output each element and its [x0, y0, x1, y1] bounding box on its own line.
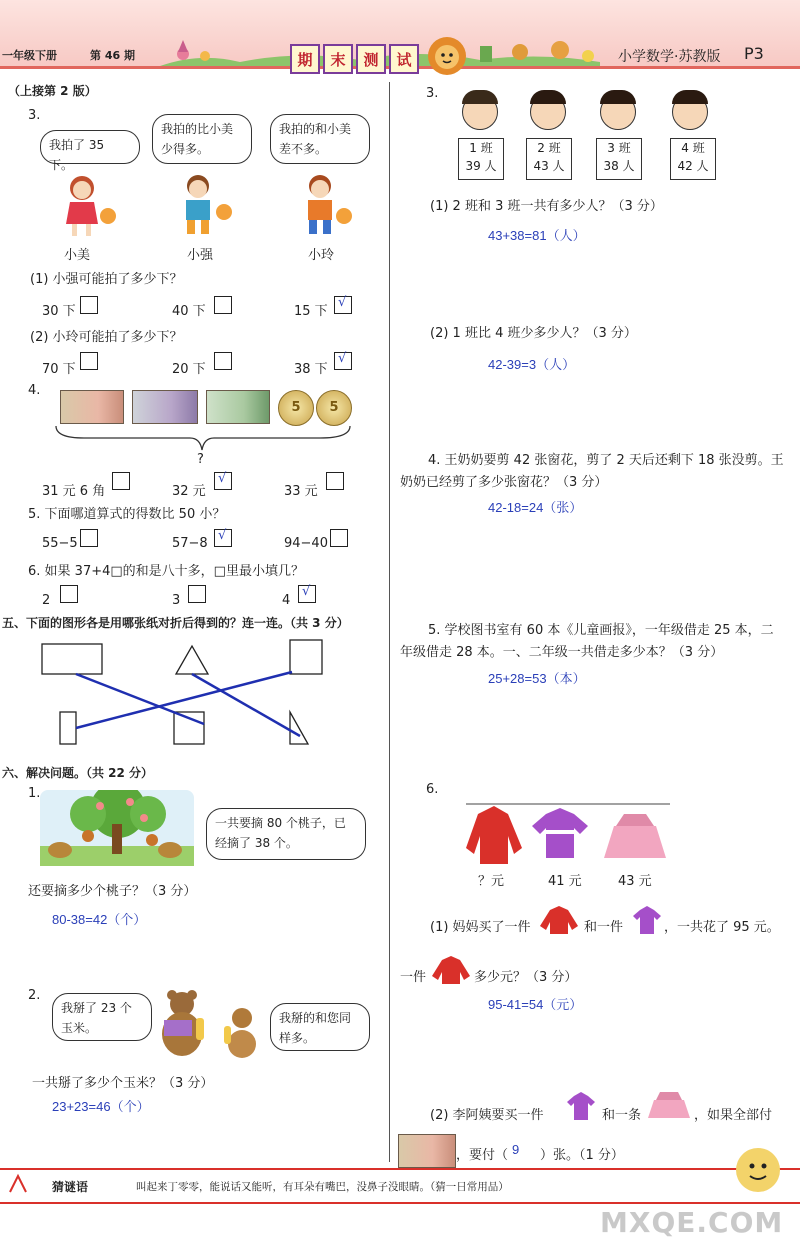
skirt-small-icon	[648, 1090, 690, 1120]
checkbox-3[interactable]	[188, 585, 206, 603]
q4-option-2: 32 元	[172, 484, 206, 499]
r-q6-sub1-c: ，一共花了 95 元。	[664, 920, 780, 935]
r-q6-sub2-answer: 9	[512, 1142, 520, 1157]
subject-label: 小学数学·苏教版	[618, 49, 721, 65]
footer-riddle: 叫起来丁零零，能说话又能听，有耳朵有嘴巴，没鼻子没眼睛。（猜一日常用品）	[136, 1181, 509, 1193]
p1-question: 还要摘多少个桃子？（3 分）	[28, 884, 197, 899]
class-count-3: 38 人	[603, 159, 635, 173]
coin-5-jiao-2: 5	[316, 390, 352, 426]
class-count-1: 39 人	[465, 159, 497, 173]
student-hair-3-icon	[600, 90, 636, 104]
checkbox-32[interactable]	[214, 472, 232, 490]
sweater-small-icon	[538, 904, 580, 934]
q6-option-3: 4	[282, 593, 291, 608]
checkbox-70[interactable]	[80, 352, 98, 370]
p2-question: 一共掰了多少个玉米？（3 分）	[32, 1076, 214, 1091]
question-mark: ?	[197, 452, 204, 467]
header-banner	[0, 0, 800, 90]
p2-answer: 23+23=46（个）	[52, 1099, 150, 1114]
title-char-2: 末	[323, 44, 353, 74]
girl-figure	[66, 176, 116, 236]
r-q3-ans2: 42-39=3（人）	[488, 357, 576, 372]
name-xiaomei: 小美	[64, 248, 91, 263]
boy-figure-2	[308, 175, 352, 234]
boy-figure-1	[186, 175, 232, 234]
q4-option-3: 33 元	[284, 484, 318, 499]
class-sign-2	[526, 138, 572, 180]
check-mark-icon: √	[218, 528, 227, 543]
checkbox-55-5[interactable]	[80, 529, 98, 547]
page-number: P3	[744, 44, 764, 63]
shape-right-triangle-bottom	[290, 712, 308, 744]
continued-note: （上接第 2 版）	[8, 84, 97, 98]
student-hair-2-icon	[530, 90, 566, 104]
checkbox-20[interactable]	[214, 352, 232, 370]
checkbox-57-8[interactable]	[214, 529, 232, 547]
name-xiaoling: 小玲	[308, 248, 335, 263]
tshirt-icon	[532, 808, 588, 858]
r-q3-number: 3.	[426, 86, 439, 101]
title-char-1: 期	[290, 44, 320, 74]
banknote-20-yuan	[132, 390, 198, 424]
shape-rect-bottom	[60, 712, 76, 744]
class-count-4: 42 人	[677, 159, 709, 173]
checkbox-33[interactable]	[326, 472, 344, 490]
q3-sub1-option-1: 30 下	[42, 304, 76, 319]
shape-triangle-top	[176, 646, 208, 674]
title-char-3: 测	[356, 44, 386, 74]
student-hair-1-icon	[462, 90, 498, 104]
q3-sub2-option-1: 70 下	[42, 362, 76, 377]
q4-number: 4.	[28, 383, 41, 398]
q3-number: 3.	[28, 108, 41, 123]
checkbox-94-40[interactable]	[330, 529, 348, 547]
price-tshirt: 41 元	[548, 874, 582, 889]
clothes-rack-illustration	[456, 796, 672, 868]
speech-bubble-bear-1: 我掰了 23 个玉米。	[52, 993, 152, 1041]
r-q3-sub2: (2) 1 班比 4 班少多少人？（3 分）	[430, 326, 637, 341]
q6-option-2: 3	[172, 593, 181, 608]
speech-bubble-peaches: 一共要摘 80 个桃子，已经摘了 38 个。	[206, 808, 366, 860]
q3-sub1-option-2: 40 下	[172, 304, 206, 319]
section-6-heading: 六、解决问题。（共 22 分）	[2, 766, 154, 780]
peach-tree-illustration	[40, 790, 194, 866]
r-q6-sub2-b: 和一条	[602, 1108, 642, 1123]
class-name-3: 3 班	[607, 141, 631, 155]
checkbox-15[interactable]	[334, 296, 352, 314]
checkbox-40[interactable]	[214, 296, 232, 314]
banknote-10-yuan-small	[398, 1134, 456, 1168]
price-skirt: 43 元	[618, 874, 652, 889]
sweater-icon	[466, 806, 522, 864]
r-q5-text: 5. 学校图书室有 60 本《儿童画报》，一年级借走 25 本，二年级借走 28 本。一、二年级一共借走多少本？（3 分）	[400, 623, 774, 660]
checkbox-31-6[interactable]	[112, 472, 130, 490]
q3-sub1-text: (1) 小强可能拍了多少下？	[30, 272, 183, 287]
class-name-4: 4 班	[681, 141, 705, 155]
issue-label: 第 46 期	[90, 49, 135, 62]
r-q6-sub1-a: (1) 妈妈买了一件	[430, 920, 531, 935]
p1-number: 1.	[28, 786, 41, 801]
q3-sub2-option-2: 20 下	[172, 362, 206, 377]
tshirt-small-icon	[632, 904, 662, 934]
mascot-corner-icon	[728, 1140, 788, 1200]
footer-label: 猜谜语	[52, 1180, 89, 1194]
q5-option-3: 94−40	[284, 536, 328, 551]
class-sign-4	[670, 138, 716, 180]
check-mark-icon: √	[338, 295, 347, 310]
speech-bubble-xiaoling: 我拍的和小美差不多。	[270, 114, 370, 164]
q3-sub2-option-3: 38 下	[294, 362, 328, 377]
checkbox-4[interactable]	[298, 585, 316, 603]
q6-option-1: 2	[42, 593, 51, 608]
class-name-1: 1 班	[469, 141, 493, 155]
shape-rectangle-top	[42, 644, 102, 674]
student-hair-4-icon	[672, 90, 708, 104]
grade-label: 一年级下册	[2, 49, 57, 62]
checkbox-2[interactable]	[60, 585, 78, 603]
r-q6-sub1-e: 多少元？（3 分）	[474, 970, 578, 985]
q3-sub1-option-3: 15 下	[294, 304, 328, 319]
checkbox-30[interactable]	[80, 296, 98, 314]
q6-text: 6. 如果 37+4□的和是八十多，□里最小填几？	[28, 564, 304, 579]
r-q3-sub1: (1) 2 班和 3 班一共有多少人？（3 分）	[430, 199, 663, 214]
name-xiaoqiang: 小强	[187, 248, 214, 263]
coin-5-jiao-1: 5	[278, 390, 314, 426]
sweater-small-icon-2	[430, 954, 472, 984]
q5-option-2: 57−8	[172, 536, 208, 551]
p2-number: 2.	[28, 988, 41, 1003]
r-q3-ans1: 43+38=81（人）	[488, 228, 586, 243]
lion-mascot-icon	[424, 34, 470, 78]
r-q4-answer: 42-18=24（张）	[488, 500, 583, 515]
class-sign-3	[596, 138, 642, 180]
bears-with-corn-illustration	[150, 990, 268, 1060]
price-sweater: ？元	[478, 874, 505, 889]
speech-bubble-bear-2: 我掰的和您同样多。	[270, 1003, 370, 1051]
r-q6-sub2-a: (2) 李阿姨要买一件	[430, 1108, 544, 1123]
speech-bubble-xiaomei: 我拍了 35 下。	[40, 130, 140, 164]
speech-bubble-xiaoqiang: 我拍的比小美少得多。	[152, 114, 252, 164]
checkbox-38[interactable]	[334, 352, 352, 370]
watermark-text: MXQE.COM	[600, 1206, 784, 1239]
class-name-2: 2 班	[537, 141, 561, 155]
column-divider	[389, 82, 390, 1162]
r-q4-text: 4. 王奶奶要剪 42 张窗花，剪了 2 天后还剩下 18 张没剪。王奶奶已经剪了多少张窗花？（3 分）	[400, 453, 784, 490]
footer-ornament-icon	[6, 1172, 30, 1196]
r-q6-sub2-c: ，如果全部付	[694, 1108, 773, 1123]
q5-option-1: 55−5	[42, 536, 78, 551]
check-mark-icon: √	[302, 584, 311, 599]
q5-text: 5. 下面哪道算式的得数比 50 小？	[28, 507, 226, 522]
r-q6-number: 6.	[426, 782, 439, 797]
check-mark-icon: √	[338, 351, 347, 366]
r-q6-sub2-e: ）张。（1 分）	[540, 1148, 624, 1163]
match-line-3	[76, 672, 292, 728]
tshirt-small-icon-2	[566, 1090, 596, 1120]
p1-answer: 80-38=42（个）	[52, 912, 147, 927]
skirt-icon	[604, 814, 666, 858]
r-q6-ans1: 95-41=54（元）	[488, 997, 583, 1012]
folding-match-diagram	[30, 636, 340, 752]
banknote-50-yuan	[206, 390, 270, 424]
r-q6-sub1-d: 一件	[400, 970, 427, 985]
shape-square-top	[290, 640, 322, 674]
q4-option-1: 31 元 6 角	[42, 484, 106, 499]
section-5-heading: 五、下面的图形各是用哪张纸对折后得到的？连一连。（共 3 分）	[2, 616, 349, 630]
banknote-10-yuan	[60, 390, 124, 424]
r-q5-answer: 25+28=53（本）	[488, 671, 586, 686]
class-count-2: 43 人	[533, 159, 565, 173]
class-sign-1	[458, 138, 504, 180]
q3-sub2-text: (2) 小玲可能拍了多少下？	[30, 330, 183, 345]
title-char-4: 试	[389, 44, 419, 74]
children-with-balls-illustration	[60, 172, 380, 242]
r-q6-sub2-d: ，要付（	[456, 1148, 509, 1163]
check-mark-icon: √	[218, 471, 227, 486]
brace-icon	[54, 424, 354, 454]
r-q6-sub1-b: 和一件	[584, 920, 624, 935]
